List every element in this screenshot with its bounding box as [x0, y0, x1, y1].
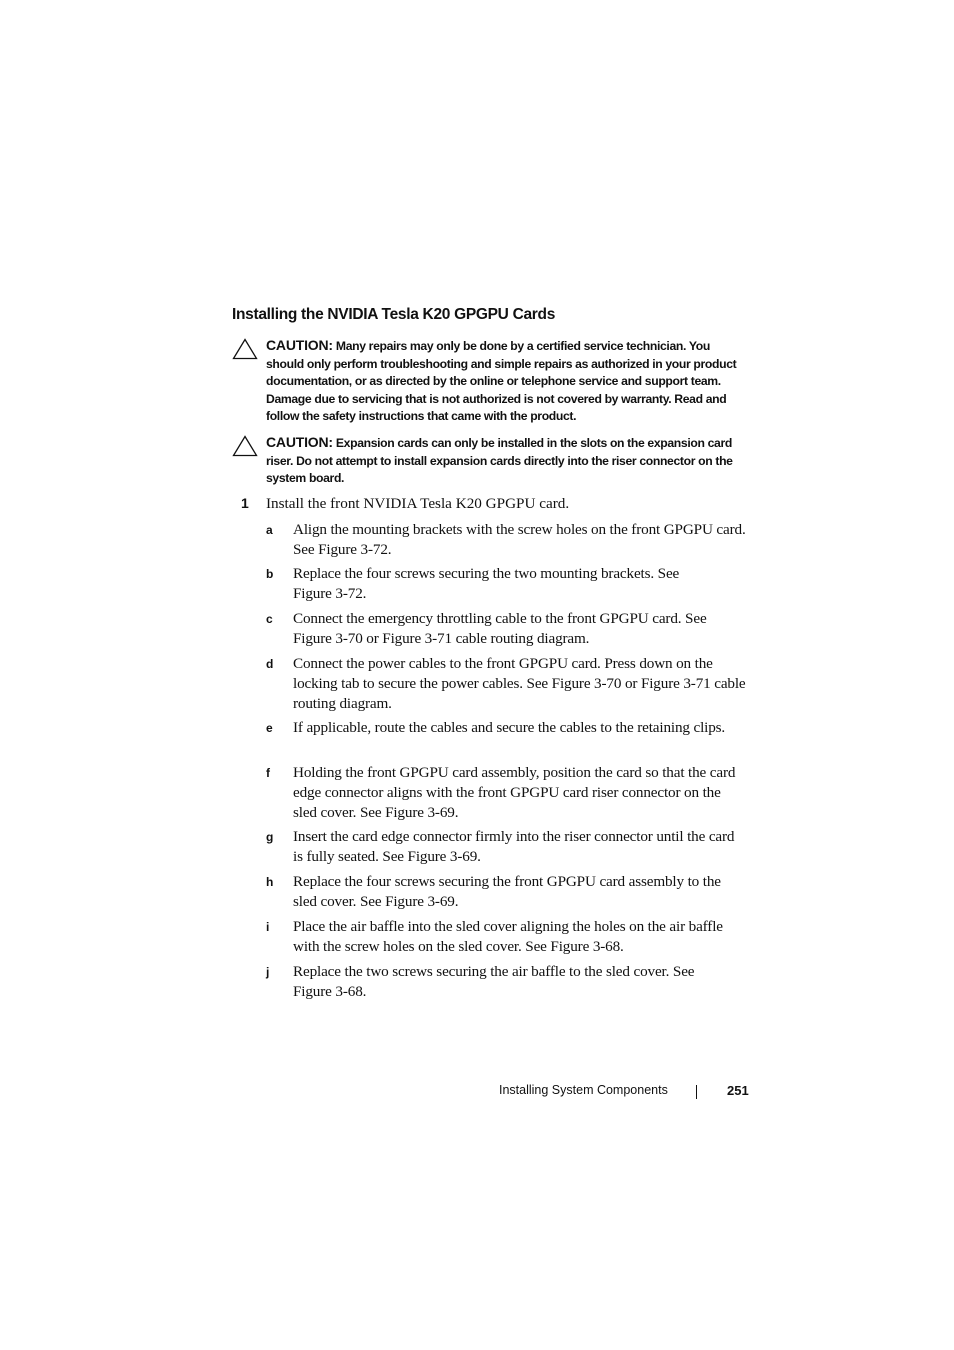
caution-triangle-icon [232, 435, 258, 457]
substep-f [266, 763, 746, 822]
step-number: 1 [241, 495, 249, 511]
substep-letter: c [266, 612, 273, 626]
substep-text: If applicable, route the cables and secure the cables to the retaining clips. [293, 719, 726, 736]
caution-notice-2 [232, 434, 747, 488]
substep-j [266, 962, 746, 1002]
section-heading: Installing the NVIDIA Tesla K20 GPGPU Cards [232, 306, 556, 323]
substep-text: Align the mounting brackets with the screw holes on the front GPGPU card. See Figure 3-72. [293, 521, 746, 558]
substep-letter: g [266, 830, 274, 844]
substep-text: Connect the emergency throttling cable to the front GPGPU card. See Figure 3-70 or Figure 3-71 cable routing diagram. [293, 610, 707, 647]
substep-text: Replace the four screws securing the two mounting brackets. See Figure 3-72. [293, 565, 680, 602]
substep-letter: d [266, 657, 274, 671]
substep-letter: e [266, 721, 273, 735]
substep-d [266, 654, 746, 713]
substep-letter: j [266, 965, 270, 979]
caution-label: CAUTION: [266, 337, 333, 353]
caution-notice-1 [232, 337, 747, 426]
substep-text: Connect the power cables to the front GPGPU card. Press down on the locking tab to secure the power cables. See Figure 3-70 or Figure 3-71 cable routing diagram. [293, 655, 746, 712]
substep-letter: a [266, 523, 273, 537]
substep-text: Place the air baffle into the sled cover aligning the holes on the air baffle with the screw holes on the sled cover. See Figure 3-68. [293, 918, 723, 955]
substep-text: Replace the four screws securing the front GPGPU card assembly to the sled cover. See Figure 3-69. [293, 873, 721, 910]
footer-divider [696, 1085, 697, 1099]
page-number: 251 [727, 1083, 749, 1098]
substep-c [266, 609, 746, 649]
substep-letter: b [266, 567, 274, 581]
step-1 [241, 494, 569, 514]
substep-b [266, 564, 746, 604]
substep-g [266, 827, 746, 867]
substep-letter: f [266, 766, 270, 780]
substep-text: Holding the front GPGPU card assembly, position the card so that the card edge connector aligns with the front GPGPU card riser connector on the sled cover. See Figure 3-69. [293, 764, 736, 821]
substep-e [266, 718, 746, 738]
caution-label: CAUTION: [266, 434, 333, 450]
substep-a [266, 520, 746, 560]
caution-text: Many repairs may only be done by a certified service technician. You should only perform troubleshooting and simple repairs as authorized in your product documentation, or as directed by the online or telephone service and support team. Damage due to servicing that is not authorized is not covered by warranty. Read and follow the safety instructions that came with the product. [266, 339, 737, 424]
footer-section-title: Installing System Components [499, 1083, 668, 1097]
substep-text: Replace the two screws securing the air baffle to the sled cover. See Figure 3-68. [293, 963, 695, 1000]
page-footer [499, 1083, 749, 1098]
substep-text: Insert the card edge connector firmly into the riser connector until the card is fully seated. See Figure 3-69. [293, 828, 735, 865]
substep-i [266, 917, 746, 957]
substep-letter: i [266, 920, 270, 934]
caution-triangle-icon [232, 338, 258, 360]
step-text: Install the front NVIDIA Tesla K20 GPGPU card. [266, 495, 570, 512]
caution-text: Expansion cards can only be installed in the slots on the expansion card riser. Do not attempt to install expansion cards directly into the riser connector on the system board. [266, 436, 733, 486]
substep-letter: h [266, 875, 274, 889]
substep-h [266, 872, 746, 912]
